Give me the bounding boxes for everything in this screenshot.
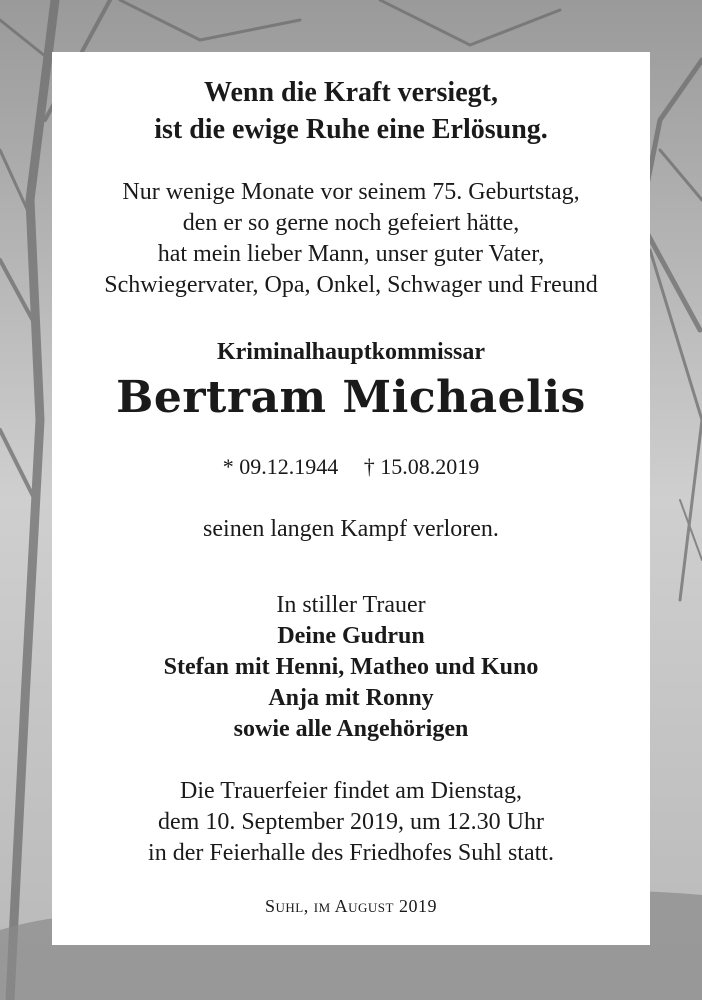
funeral-line: dem 10. September 2019, um 12.30 Uhr [158,809,544,835]
deceased-title: Kriminalhauptkommissar [216,339,486,365]
family-member: Stefan mit Henni, Matheo und Kuno [163,654,539,680]
deceased-name: Bertram Michaelis [116,372,586,423]
family-list [52,621,650,745]
intro-line: den er so gerne noch gefeiert hätte, [182,210,520,236]
death-date: † 15.08.2019 [363,454,480,479]
intro-line: Schwiegervater, Opa, Onkel, Schwager und Freund [104,272,598,298]
intro-line: Nur wenige Monate vor seinem 75. Geburtstag, [122,179,580,205]
birth-date: * 09.12.1944 [222,454,339,479]
intro-line: hat mein lieber Mann, unser guter Vater, [157,241,545,267]
funeral-line: in der Feierhalle des Friedhofes Suhl statt. [148,840,554,866]
funeral-line: Die Trauerfeier findet am Dienstag, [180,778,522,804]
obituary-card [52,52,650,945]
family-member: Anja mit Ronny [268,685,434,711]
lost-text: seinen langen Kampf verloren. [203,516,499,542]
mourning-label: In stiller Trauer [276,592,426,618]
motto-line: Wenn die Kraft versiegt, [204,77,498,108]
motto [52,74,650,148]
motto-line: ist die ewige Ruhe eine Erlösung. [154,114,548,145]
family-member: Deine Gudrun [277,623,425,649]
life-dates [52,452,650,482]
family-member: sowie alle Angehörigen [233,716,469,742]
place-date: Suhl, im August 2019 [265,896,437,916]
intro-text [52,177,650,301]
funeral-notice [52,776,650,869]
